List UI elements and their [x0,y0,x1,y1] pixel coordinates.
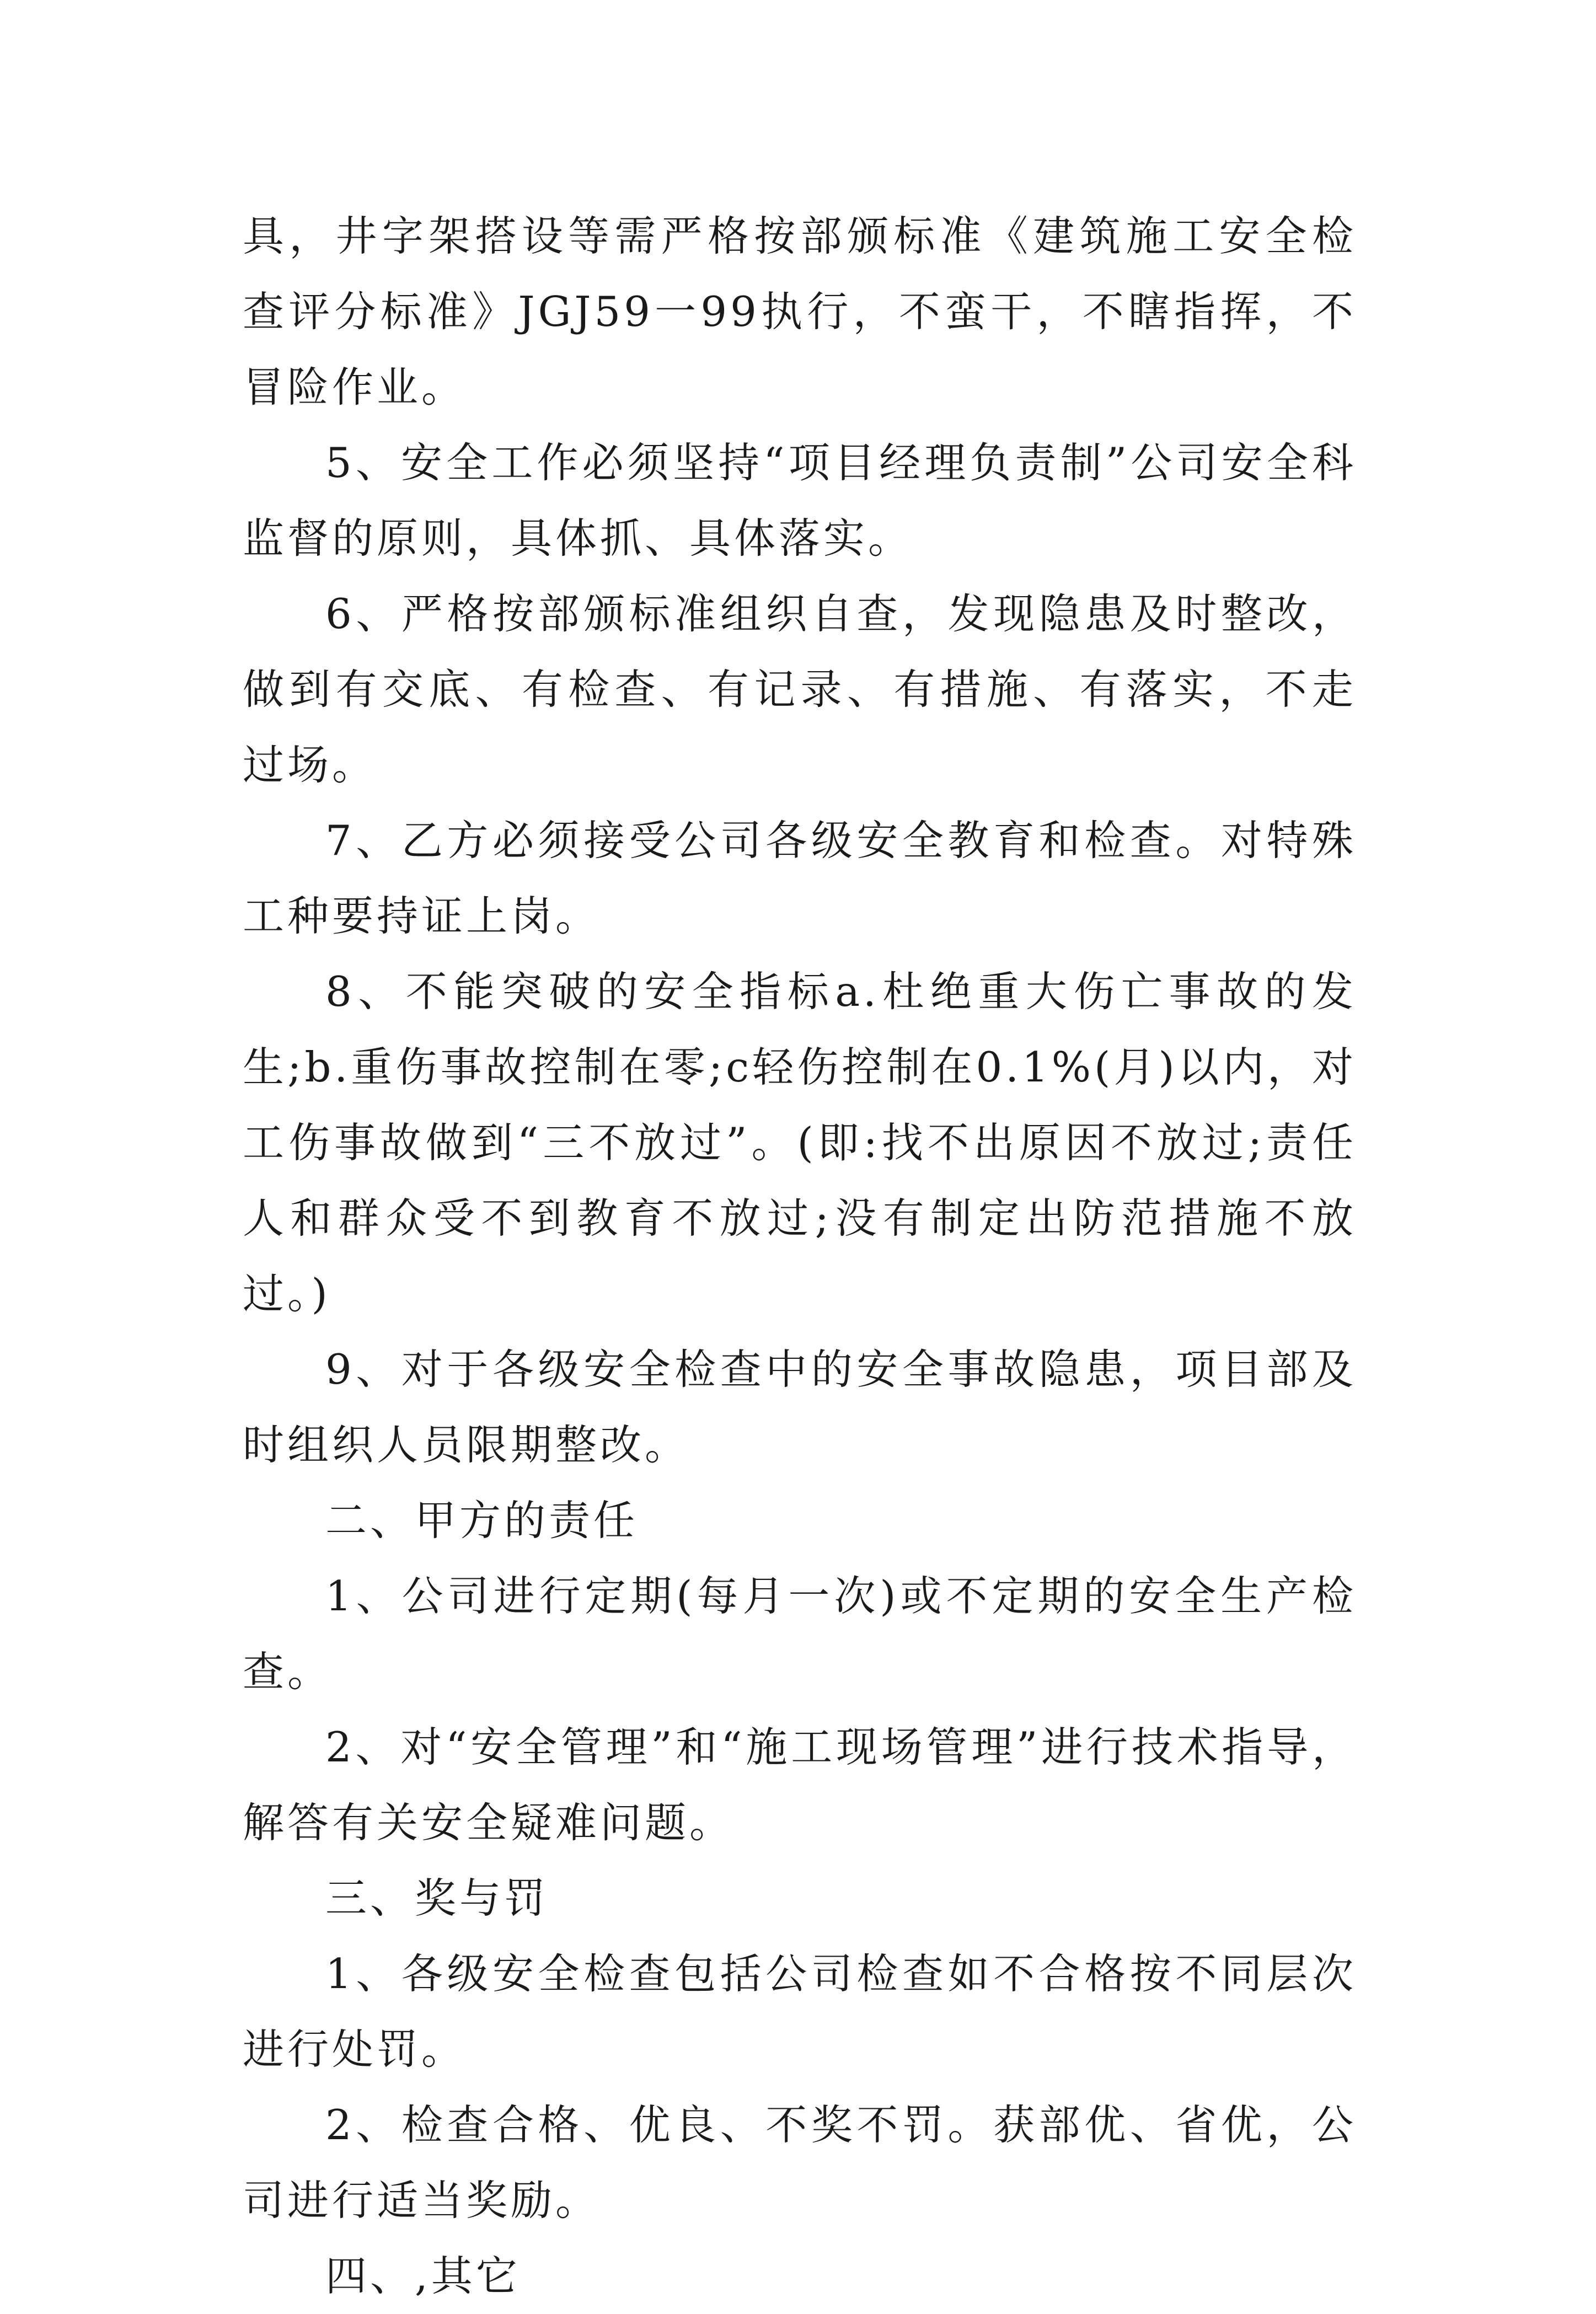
paragraph-party-a-item-1: 1、公司进行定期(每月一次)或不定期的安全生产检查。 [243,1572,1357,1696]
paragraph-item-6: 6、严格按部颁标准组织自查，发现隐患及时整改，做到有交底、有检查、有记录、有措施、有落实，不走过场。 [243,590,1357,789]
paragraph-item-8: 8、不能突破的安全指标a.杜绝重大伤亡事故的发生;b.重伤事故控制在零;c轻伤控制在0.1%(月)以内，对工伤事故做到“三不放过”。(即:找不出原因不放过;责任人和群众受不到教育不放过;没有制定出防范措施不放过。) [243,967,1357,1318]
section-heading-rewards: 三、奖与罚 [325,1874,549,1922]
paragraph-item-7: 7、乙方必须接受公司各级安全教育和检查。对特殊工种要持证上岗。 [243,816,1357,940]
document-body [243,199,1357,2314]
paragraph-item-5: 5、安全工作必须坚持“项目经理负责制”公司安全科监督的原则，具体抓、具体落实。 [243,438,1357,563]
paragraph-rewards-item-1: 1、各级安全检查包括公司检查如不合格按不同层次进行处罚。 [243,1949,1357,2074]
section-heading-other: 四、,其它 [325,2252,521,2300]
paragraph-item-9: 9、对于各级安全检查中的安全事故隐患，项目部及时组织人员限期整改。 [243,1345,1357,1469]
paragraph-continuation: 具，井字架搭设等需严格按部颁标准《建筑施工安全检查评分标准》JGJ59一99执行，不蛮干，不瞎指挥，不冒险作业。 [243,212,1357,411]
section-heading-party-a: 二、甲方的责任 [325,1496,639,1545]
paragraph-party-a-item-2: 2、对“安全管理”和“施工现场管理”进行技术指导，解答有关安全疑难问题。 [243,1723,1357,1847]
paragraph-rewards-item-2: 2、检查合格、优良、不奖不罚。获部优、省优，公司进行适当奖励。 [243,2101,1357,2225]
